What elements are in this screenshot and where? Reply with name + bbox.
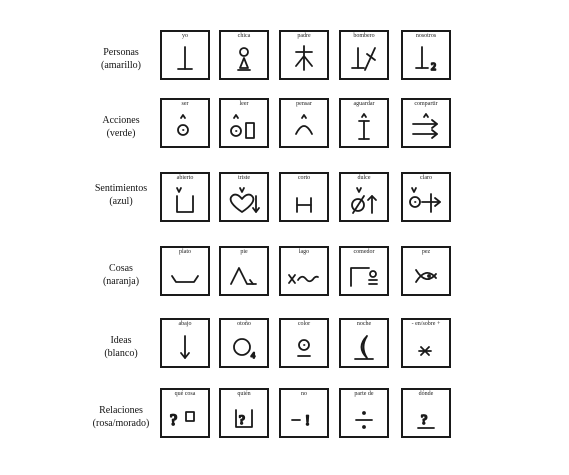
part-of-icon bbox=[345, 400, 383, 434]
symbol-label: bombero bbox=[353, 33, 375, 39]
category-label bbox=[86, 404, 156, 430]
symbol-card bbox=[339, 172, 389, 222]
symbol-label: comedor bbox=[353, 249, 375, 255]
symbol-card bbox=[160, 98, 210, 148]
symbol-card bbox=[401, 388, 451, 438]
symbol-label: yo bbox=[182, 33, 188, 39]
symbol-card bbox=[279, 388, 329, 438]
symbol-label: abajo bbox=[178, 321, 192, 327]
symbol-card bbox=[160, 172, 210, 222]
symbol-card bbox=[279, 30, 329, 80]
symbol-card bbox=[339, 30, 389, 80]
lake-icon bbox=[285, 258, 323, 292]
symbol-card bbox=[219, 98, 269, 148]
plate-icon bbox=[166, 258, 204, 292]
symbol-label: quién bbox=[237, 391, 251, 397]
wait-icon bbox=[345, 110, 383, 144]
on-over-icon bbox=[407, 330, 445, 364]
symbol-label: triste bbox=[238, 175, 250, 181]
category-name: Acciones bbox=[102, 115, 140, 126]
category-label bbox=[86, 334, 156, 360]
symbol-card bbox=[279, 98, 329, 148]
category-color: (azul) bbox=[109, 196, 133, 207]
category-color: (rosa/morado) bbox=[92, 418, 150, 429]
symbol-label: ser bbox=[181, 101, 189, 107]
clear-icon bbox=[407, 184, 445, 218]
symbol-label: lago bbox=[298, 249, 310, 255]
symbol-label: chica bbox=[237, 33, 251, 39]
category-name: Ideas bbox=[110, 335, 132, 346]
symbol-card bbox=[219, 318, 269, 368]
sad-icon bbox=[225, 184, 263, 218]
symbol-card bbox=[401, 172, 451, 222]
think-icon bbox=[285, 110, 323, 144]
symbol-card bbox=[160, 318, 210, 368]
symbol-card bbox=[339, 246, 389, 296]
category-name: Sentimientos bbox=[94, 183, 148, 194]
category-color: (blanco) bbox=[104, 348, 138, 359]
symbol-label: no bbox=[301, 391, 307, 397]
symbol-label: pie bbox=[240, 249, 248, 255]
who-icon bbox=[225, 400, 263, 434]
foot-icon bbox=[225, 258, 263, 292]
what-thing-icon bbox=[166, 400, 204, 434]
category-name: Relaciones bbox=[99, 405, 143, 416]
share-icon bbox=[407, 110, 445, 144]
category-row bbox=[0, 388, 569, 450]
category-label bbox=[86, 182, 156, 208]
autumn-icon bbox=[225, 330, 263, 364]
symbol-card bbox=[279, 246, 329, 296]
night-icon bbox=[345, 330, 383, 364]
where-icon bbox=[407, 400, 445, 434]
symbol-label: pensar bbox=[296, 101, 312, 107]
symbol-card bbox=[401, 30, 451, 80]
category-color: (naranja) bbox=[102, 276, 140, 287]
symbol-label: padre bbox=[297, 33, 311, 39]
symbol-label: parte de bbox=[354, 391, 374, 397]
open-icon bbox=[166, 184, 204, 218]
symbol-card bbox=[160, 30, 210, 80]
person-icon bbox=[166, 42, 204, 76]
dining-room-icon bbox=[345, 258, 383, 292]
fish-icon bbox=[407, 258, 445, 292]
down-icon bbox=[166, 330, 204, 364]
category-label bbox=[86, 114, 156, 140]
category-color: (verde) bbox=[106, 128, 136, 139]
short-icon bbox=[285, 184, 323, 218]
symbol-label: nosotros bbox=[415, 33, 437, 39]
symbol-label: aguardar bbox=[353, 101, 375, 107]
symbol-label: qué cosa bbox=[174, 391, 196, 397]
symbol-label: abierto bbox=[176, 175, 194, 181]
symbol-card bbox=[339, 318, 389, 368]
symbol-label: dónde bbox=[418, 391, 434, 397]
symbol-label: pez bbox=[421, 249, 431, 255]
category-color: (amarillo) bbox=[101, 60, 141, 71]
symbol-card bbox=[339, 388, 389, 438]
category-label bbox=[86, 262, 156, 288]
symbol-card bbox=[279, 318, 329, 368]
firefighter-icon bbox=[345, 42, 383, 76]
symbol-label: color bbox=[297, 321, 311, 327]
category-row bbox=[0, 30, 569, 92]
sweet-icon bbox=[345, 184, 383, 218]
girl-icon bbox=[225, 42, 263, 76]
category-row bbox=[0, 246, 569, 308]
symbol-card bbox=[219, 388, 269, 438]
symbol-label: noche bbox=[356, 321, 372, 327]
category-row bbox=[0, 318, 569, 380]
category-name: Personas bbox=[103, 47, 139, 58]
we-icon bbox=[407, 42, 445, 76]
category-label bbox=[86, 46, 156, 72]
symbol-card bbox=[401, 318, 451, 368]
symbol-label: leer bbox=[239, 101, 249, 107]
symbol-label: plato bbox=[179, 249, 191, 255]
symbol-card bbox=[339, 98, 389, 148]
father-icon bbox=[285, 42, 323, 76]
symbol-label: claro bbox=[420, 175, 432, 181]
category-row bbox=[0, 98, 569, 160]
symbol-card bbox=[219, 172, 269, 222]
category-name: Cosas bbox=[109, 263, 133, 274]
be-icon bbox=[166, 110, 204, 144]
symbol-label: compartir bbox=[414, 101, 438, 107]
color-icon bbox=[285, 330, 323, 364]
symbol-card bbox=[401, 246, 451, 296]
symbol-card bbox=[401, 98, 451, 148]
symbol-label: - en/sobre + bbox=[411, 321, 441, 327]
symbol-card bbox=[219, 30, 269, 80]
symbol-card bbox=[160, 388, 210, 438]
symbol-card bbox=[219, 246, 269, 296]
read-icon bbox=[225, 110, 263, 144]
symbol-label: corto bbox=[297, 175, 311, 181]
symbol-card bbox=[279, 172, 329, 222]
symbol-card bbox=[160, 246, 210, 296]
not-icon bbox=[285, 400, 323, 434]
symbol-label: otoño bbox=[237, 321, 251, 327]
category-row bbox=[0, 172, 569, 234]
symbol-label: dulce bbox=[357, 175, 371, 181]
